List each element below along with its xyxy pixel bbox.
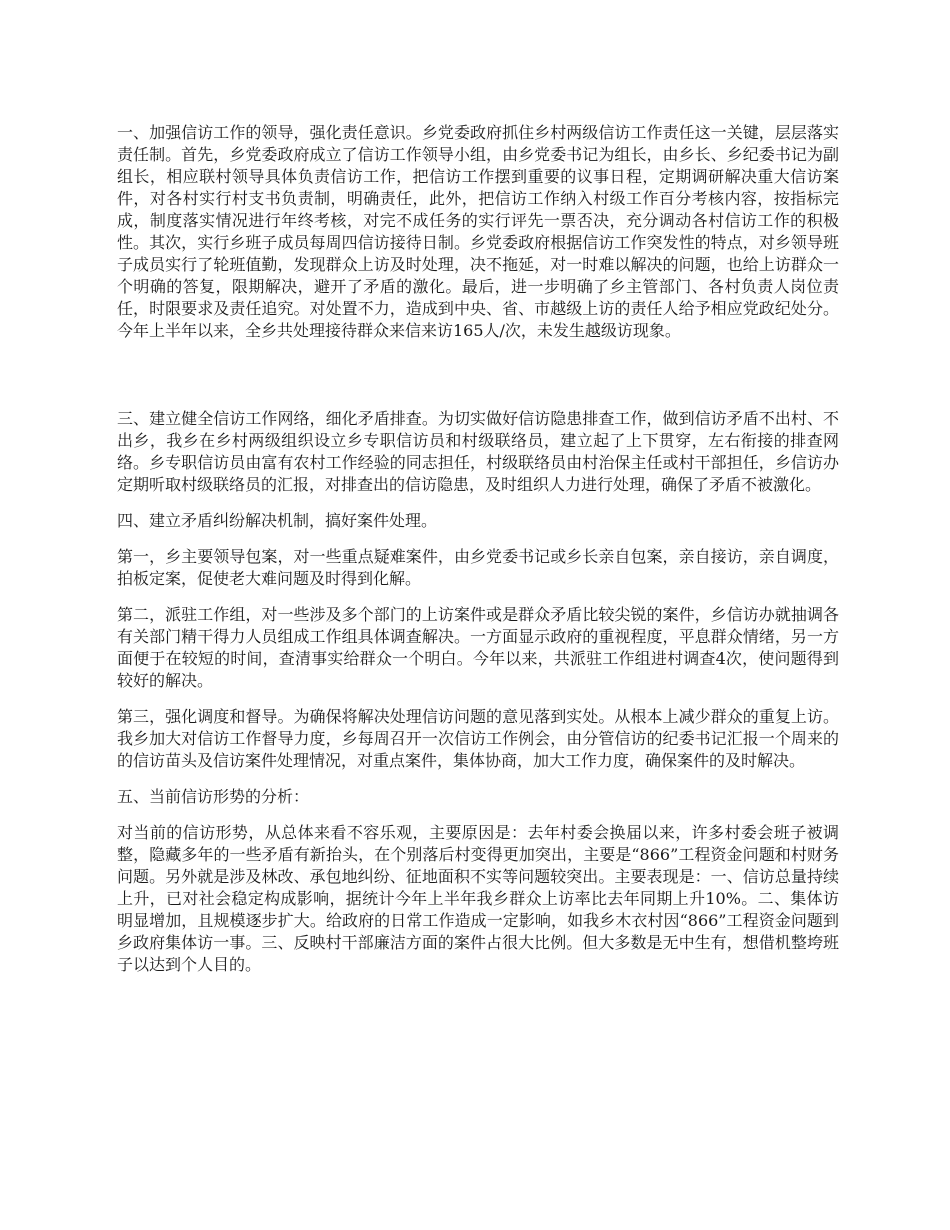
document-body: [117, 122, 839, 990]
paragraph-network: 三、建立健全信访工作网络，细化矛盾排查。为切实做好信访隐患排查工作，做到信访矛盾不出村、不出乡，我乡在乡村两级组织设立乡专职信访员和村级联络员，建立起了上下贯穿，左右衔接的排查网络。乡专职信访员由富有农村工作经验的同志担任，村级联络员由村治保主任或村干部担任，乡信访办定期听取村级联络员的汇报，对排查出的信访隐患，及时组织人力进行处理，确保了矛盾不被激化。: [117, 409, 839, 494]
paragraph-analysis: 对当前的信访形势，从总体来看不容乐观，主要原因是：去年村委会换届以来，许多村委会班子被调整，隐藏多年的一些矛盾有新抬头，在个别落后村变得更加突出，主要是“866”工程资金问题和村财务问题。另外就是涉及林改、承包地纠纷、征地面积不实等问题较突出。主要表现是：一、信访总量持续上升，已对社会稳定构成影响，据统计今年上半年我乡群众上访率比去年同期上升10%。二、集体访明显增加，且规模逐步扩大。给政府的日常工作造成一定影响，如我乡木衣村因“866”工程资金问题到乡政府集体访一事。三、反映村干部廉洁方面的案件占很大比例。但大多数是无中生有，想借机整垮班子以达到个人目的。: [117, 823, 839, 974]
paragraph-second: 第二，派驻工作组，对一些涉及多个部门的上访案件或是群众矛盾比较尖锐的案件，乡信访办就抽调各有关部门精干得力人员组成工作组具体调查解决。一方面显示政府的重视程度，平息群众情绪，另一方面便于在较短的时间，查清事实给群众一个明白。今年以来，共派驻工作组进村调查4次，使问题得到较好的解决。: [117, 605, 839, 690]
paragraph-first: 第一，乡主要领导包案，对一些重点疑难案件，由乡党委书记或乡长亲自包案，亲自接访，亲自调度，拍板定案，促使老大难问题及时得到化解。: [117, 547, 839, 588]
paragraph-mechanism-heading: 四、建立矛盾纠纷解决机制，搞好案件处理。: [117, 511, 438, 530]
paragraph-leadership: 一、加强信访工作的领导，强化责任意识。乡党委政府抓住乡村两级信访工作责任这一关键，层层落实责任制。首先，乡党委政府成立了信访工作领导小组，由乡党委书记为组长，由乡长、乡纪委书记为副组长，相应联村领导具体负责信访工作，把信访工作摆到重要的议事日程，定期调研解决重大信访案件，对各村实行村支书负责制，明确责任，此外，把信访工作纳入村级工作百分考核内容，按指标完成，制度落实情况进行年终考核，对完不成任务的实行评先一票否决，充分调动各村信访工作的积极性。其次，实行乡班子成员每周四信访接待日制。乡党委政府根据信访工作突发性的特点，对乡领导班子成员实行了轮班值勤，发现群众上访及时处理，决不拖延，对一时难以解决的问题，也给上访群众一个明确的答复，限期解决，避开了矛盾的激化。最后，进一步明确了乡主管部门、各村负责人岗位责任，时限要求及责任追究。对处置不力，造成到中央、省、市越级上访的责任人给予相应党政纪处分。今年上半年以来，全乡共处理接待群众来信来访165人/次，未发生越级访现象。: [117, 123, 839, 340]
paragraph-analysis-heading: 五、当前信访形势的分析：: [117, 787, 310, 806]
paragraph-third: 第三，强化调度和督导。为确保将解决处理信访问题的意见落到实处。从根本上减少群众的重复上访。我乡加大对信访工作督导力度，乡每周召开一次信访工作例会，由分管信访的纪委书记汇报一个周来的的信访苗头及信访案件处理情况，对重点案件，集体协商，加大工作力度，确保案件的及时解决。: [117, 707, 839, 770]
